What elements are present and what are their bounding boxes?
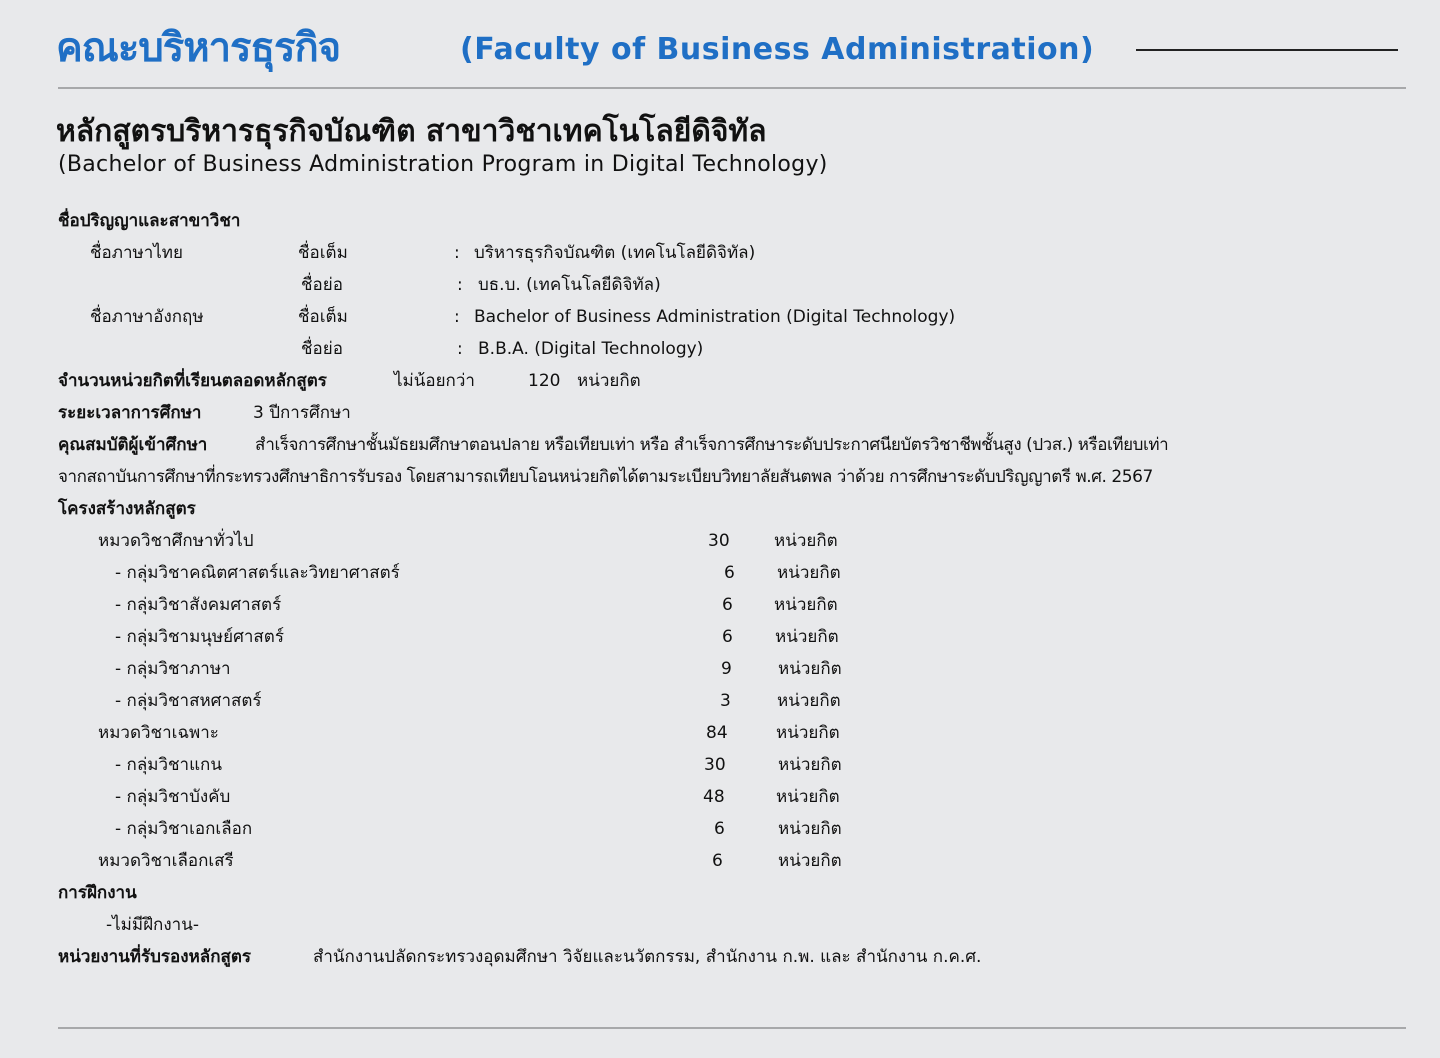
- structure-row-unit: หน่วยกิต: [774, 531, 838, 551]
- structure-row-credits: 30: [708, 531, 730, 551]
- structure-row-credits: 6: [722, 627, 733, 647]
- structure-row-label: - กลุ่มวิชาเอกเลือก: [115, 819, 253, 839]
- structure-row-unit: หน่วยกิต: [776, 787, 840, 807]
- internship-heading: การฝึกงาน: [58, 883, 137, 903]
- accreditation-value: สำนักงานปลัดกระทรวงอุดมศึกษา วิจัยและนวัตกรรม, สำนักงาน ก.พ. และ สำนักงาน ก.ค.ศ.: [313, 947, 982, 967]
- structure-row-unit: หน่วยกิต: [778, 851, 842, 871]
- structure-row-label: - กลุ่มวิชาสังคมศาสตร์: [115, 595, 282, 615]
- structure-row-credits: 6: [712, 851, 723, 871]
- structure-row-unit: หน่วยกิต: [778, 659, 842, 679]
- program-title-english: (Bachelor of Business Administration Program in Digital Technology): [58, 152, 828, 177]
- structure-row-unit: หน่วยกิต: [775, 627, 839, 647]
- structure-row-label: หมวดวิชาเฉพาะ: [98, 723, 219, 743]
- structure-row-credits: 84: [706, 723, 728, 743]
- structure-row-unit: หน่วยกิต: [778, 755, 842, 775]
- program-title-thai: หลักสูตรบริหารธุรกิจบัณฑิต สาขาวิชาเทคโนโลยีดิจิทัล: [56, 114, 767, 149]
- structure-row-unit: หน่วยกิต: [774, 595, 838, 615]
- english-short-label: ชื่อย่อ: [301, 339, 343, 359]
- qualification-label: คุณสมบัติผู้เข้าศึกษา: [58, 435, 208, 455]
- structure-row-unit: หน่วยกิต: [777, 691, 841, 711]
- degree-heading: ชื่อปริญญาและสาขาวิชา: [58, 211, 241, 231]
- faculty-title-thai: คณะบริหารธุรกิจ: [56, 25, 341, 71]
- structure-row-credits: 6: [722, 595, 733, 615]
- accreditation-label: หน่วยงานที่รับรองหลักสูตร: [58, 947, 252, 967]
- structure-heading: โครงสร้างหลักสูตร: [58, 499, 196, 519]
- structure-row-label: - กลุ่มวิชาบังคับ: [115, 787, 231, 807]
- structure-row-credits: 3: [720, 691, 731, 711]
- structure-row-unit: หน่วยกิต: [776, 723, 840, 743]
- structure-row-label: - กลุ่มวิชาแกน: [115, 755, 222, 775]
- credits-total: 120: [528, 371, 561, 391]
- english-full-name: Bachelor of Business Administration (Digital Technology): [474, 307, 956, 327]
- credits-qualifier: ไม่น้อยกว่า: [394, 371, 475, 391]
- structure-row-credits: 9: [721, 659, 732, 679]
- credits-label: จำนวนหน่วยกิตที่เรียนตลอดหลักสูตร: [58, 371, 327, 391]
- structure-row-unit: หน่วยกิต: [777, 563, 841, 583]
- thai-full-name: บริหารธุรกิจบัณฑิต (เทคโนโลยีดิจิทัล): [474, 243, 756, 263]
- duration-label: ระยะเวลาการศึกษา: [58, 403, 202, 423]
- duration-value: 3 ปีการศึกษา: [253, 403, 351, 423]
- structure-row-label: - กลุ่มวิชาสหศาสตร์: [115, 691, 262, 711]
- structure-row-label: หมวดวิชาศึกษาทั่วไป: [98, 531, 254, 551]
- colon: :: [454, 307, 460, 327]
- thai-short-name: บธ.บ. (เทคโนโลยีดิจิทัล): [478, 275, 661, 295]
- structure-row-credits: 30: [704, 755, 726, 775]
- structure-row-label: - กลุ่มวิชาคณิตศาสตร์และวิทยาศาสตร์: [115, 563, 400, 583]
- english-short-name: B.B.A. (Digital Technology): [478, 339, 704, 359]
- structure-row-label: หมวดวิชาเลือกเสรี: [98, 851, 234, 871]
- colon: :: [457, 339, 463, 359]
- structure-row-credits: 6: [714, 819, 725, 839]
- colon: :: [454, 243, 460, 263]
- internship-value: -ไม่มีฝึกงาน-: [106, 915, 199, 935]
- english-full-label: ชื่อเต็ม: [298, 307, 348, 327]
- top-divider: [58, 87, 1406, 89]
- thai-name-label: ชื่อภาษาไทย: [90, 243, 183, 263]
- bottom-divider: [58, 1027, 1406, 1029]
- qualification-line-1: สำเร็จการศึกษาชั้นมัธยมศึกษาตอนปลาย หรือเทียบเท่า หรือ สำเร็จการศึกษาระดับประกาศนียบัตรวิชาชีพชั้นสูง (ปวส.) หรือเทียบเท่า: [255, 435, 1169, 455]
- faculty-title-english: (Faculty of Business Administration): [460, 32, 1095, 67]
- credits-unit: หน่วยกิต: [577, 371, 641, 391]
- structure-row-credits: 6: [724, 563, 735, 583]
- english-name-label: ชื่อภาษาอังกฤษ: [90, 307, 204, 327]
- header-divider: [1136, 49, 1398, 51]
- structure-row-label: - กลุ่มวิชาภาษา: [115, 659, 231, 679]
- colon: :: [457, 275, 463, 295]
- structure-row-label: - กลุ่มวิชามนุษย์ศาสตร์: [115, 627, 284, 647]
- qualification-line-2: จากสถาบันการศึกษาที่กระทรวงศึกษาธิการรับรอง โดยสามารถเทียบโอนหน่วยกิตได้ตามระเบียบวิทยาลัยสันตพล ว่าด้วย การศึกษาระดับปริญญาตรี พ.ศ. 2567: [58, 467, 1153, 487]
- thai-full-label: ชื่อเต็ม: [298, 243, 348, 263]
- structure-row-unit: หน่วยกิต: [778, 819, 842, 839]
- thai-short-label: ชื่อย่อ: [301, 275, 343, 295]
- structure-row-credits: 48: [703, 787, 725, 807]
